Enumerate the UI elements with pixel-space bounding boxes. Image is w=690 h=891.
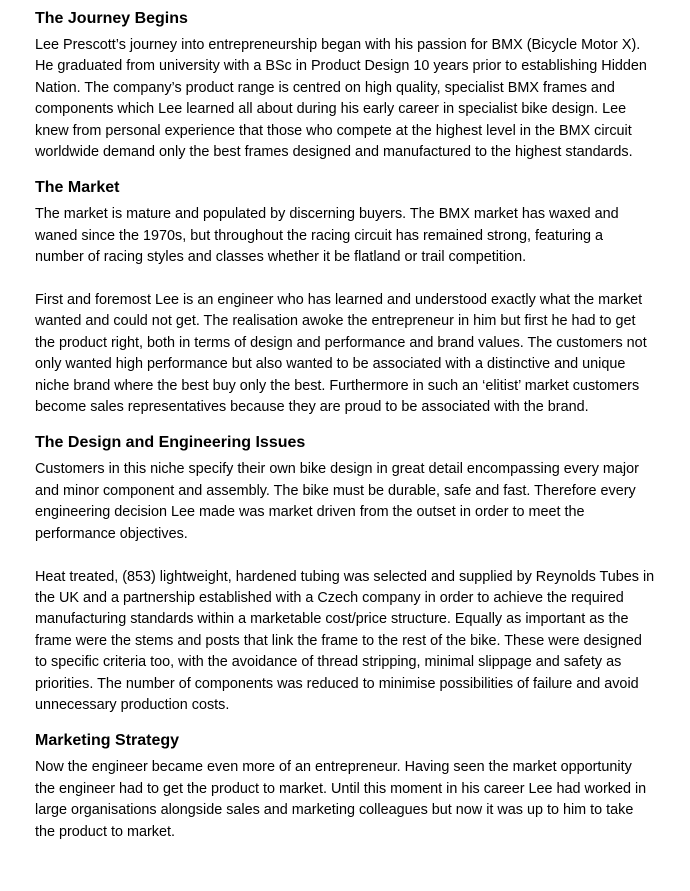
paragraph-market-1: The market is mature and populated by discerning buyers. The BMX market has waxed and waned since the 1970s, but throughout the racing circuit has remained strong, featuring a number of racing styles and classes whether it be flatland or trail competition.: [35, 206, 619, 266]
paragraph-marketing-1: Now the engineer became even more of an entrepreneur. Having seen the market opportunity the engineer had to get the product to market. Until this moment in his career Lee had worked in large organisations alongside sales and marketing colleagues but now it was up to him to take the product to market.: [35, 759, 647, 840]
paragraph-design-1: Customers in this niche specify their own bike design in great detail encompassing every major and minor component and assembly. The bike must be durable, safe and fast. Therefore every engineering decision Lee made was market driven from the outset in order to meet the performance objectives.: [35, 461, 639, 542]
paragraph-market-2: First and foremost Lee is an engineer who has learned and understood exactly what the market wanted and could not get. The realisation awoke the entrepreneur in him but first he had to get the product right, both in terms of design and performance and brand values. The customers not only wanted high performance but also wanted to be associated with a distinctive and unique niche brand where the best buy only the best. Furthermore in such an ‘elitist’ market customers become sales representatives because they are proud to be associated with the brand.: [35, 292, 647, 416]
heading-journey-begins: The Journey Begins: [35, 10, 188, 27]
document-page: [35, 0, 655, 843]
paragraph-journey: Lee Prescott’s journey into entrepreneurship began with his passion for BMX (Bicycle Motor X). He graduated from university with a BSc in Product Design 10 years prior to establishing Hidden Nation. The company’s product range is centred on high quality, specialist BMX frames and components which Lee learned all about during his early career in specialist bike design. Lee knew from personal experience that those who compete at the highest level in the BMX circuit worldwide demand only the best frames designed and manufactured to the highest standards.: [35, 37, 647, 161]
heading-the-market: The Market: [35, 179, 120, 197]
heading-design-engineering: The Design and Engineering Issues: [35, 434, 306, 452]
heading-marketing-strategy: Marketing Strategy: [35, 732, 180, 750]
paragraph-design-2: Heat treated, (853) lightweight, hardened tubing was selected and supplied by Reynolds Tubes in the UK and a partnership established with a Czech company in order to achieve the required manufacturing standards within a marketable cost/price structure. Equally as important as the frame were the stems and posts that link the frame to the rest of the bike. These were designed to specific criteria too, with the avoidance of thread stripping, minimal slippage and safety as priorities. The number of components was reduced to minimise possibilities of failure and avoid unnecessary production costs.: [35, 568, 655, 713]
